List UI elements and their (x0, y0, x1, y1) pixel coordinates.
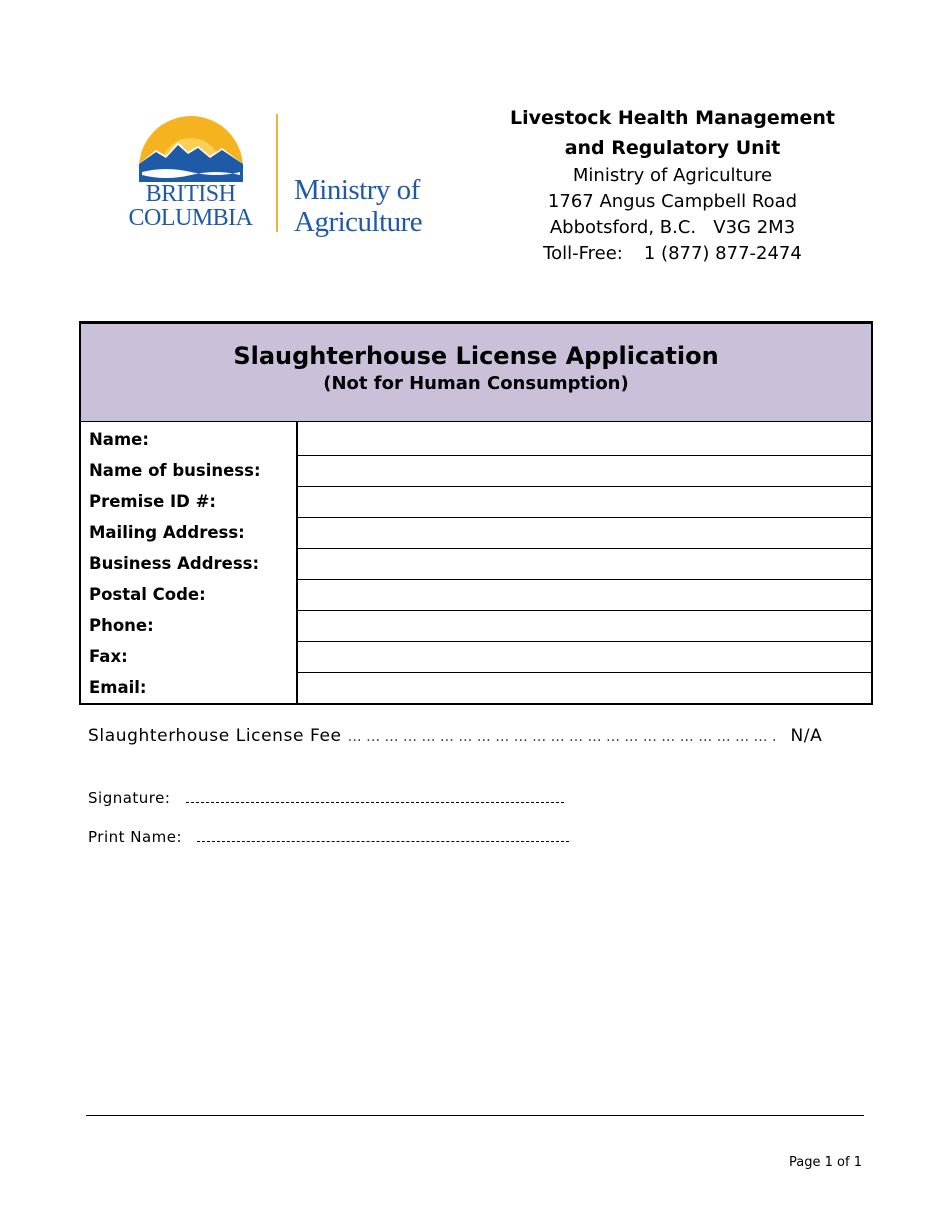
name-field[interactable] (298, 424, 871, 455)
mailing-address-field[interactable] (298, 517, 871, 548)
logo-divider (276, 114, 278, 232)
unit-name-line-2: and Regulatory Unit (564, 137, 781, 159)
signature-line (88, 788, 564, 807)
business-address-field[interactable] (298, 548, 871, 579)
tollfree-line (505, 241, 840, 267)
business-name-field[interactable] (298, 455, 871, 486)
sun-mountain-icon (136, 112, 246, 182)
premise-id-field[interactable] (298, 486, 871, 517)
label-email: Email: (89, 678, 147, 697)
email-field[interactable] (298, 672, 871, 703)
city-postal: Abbotsford, B.C. V3G 2M3 (549, 217, 796, 238)
province-wordmark (118, 182, 263, 230)
ministry-wordmark (294, 174, 444, 238)
fee-value: N/A (790, 726, 823, 746)
page-number: Page 1 of 1 (789, 1155, 862, 1170)
province-line-1: BRITISH (145, 181, 236, 207)
ministry-line-2: Agriculture (294, 206, 423, 238)
label-mailing-address: Mailing Address: (89, 523, 245, 542)
ministry-line-1: Ministry of (294, 174, 420, 206)
form-title: Slaughterhouse License Application (233, 342, 719, 370)
footer-divider (86, 1115, 864, 1116)
label-premise-id: Premise ID #: (89, 492, 217, 511)
signature-label: Signature: (88, 789, 171, 807)
print-name-field[interactable] (197, 827, 569, 842)
application-form (79, 321, 873, 705)
bc-government-logo (118, 112, 438, 247)
label-name: Name: (89, 430, 149, 449)
contact-address-block (505, 103, 840, 267)
field-column (298, 422, 871, 703)
postal-code-field[interactable] (298, 579, 871, 610)
label-postal-code: Postal Code: (89, 585, 206, 604)
label-fax: Fax: (89, 647, 128, 666)
unit-name-line-1: Livestock Health Management (509, 107, 836, 129)
print-name-label: Print Name: (88, 828, 183, 846)
fee-leader-dots: … … … … … … … … … … … … … … … … … … … … … … … . (347, 729, 777, 745)
label-column (81, 422, 298, 703)
form-header (81, 324, 871, 422)
ministry-name: Ministry of Agriculture (572, 165, 773, 186)
form-body (81, 422, 871, 703)
signature-field[interactable] (186, 788, 564, 803)
label-phone: Phone: (89, 616, 154, 635)
province-line-2: COLUMBIA (128, 205, 253, 231)
form-subtitle: (Not for Human Consumption) (323, 373, 629, 394)
fee-label: Slaughterhouse License Fee (88, 726, 342, 746)
fax-field[interactable] (298, 641, 871, 672)
print-name-line (88, 827, 569, 846)
tollfree-label: Toll-Free: (543, 243, 623, 264)
tollfree-number: 1 (877) 877-2474 (643, 243, 802, 264)
street-address: 1767 Angus Campbell Road (547, 191, 798, 212)
label-business-address: Business Address: (89, 554, 260, 573)
phone-field[interactable] (298, 610, 871, 641)
license-fee-line (88, 726, 823, 746)
label-business-name: Name of business: (89, 461, 261, 480)
